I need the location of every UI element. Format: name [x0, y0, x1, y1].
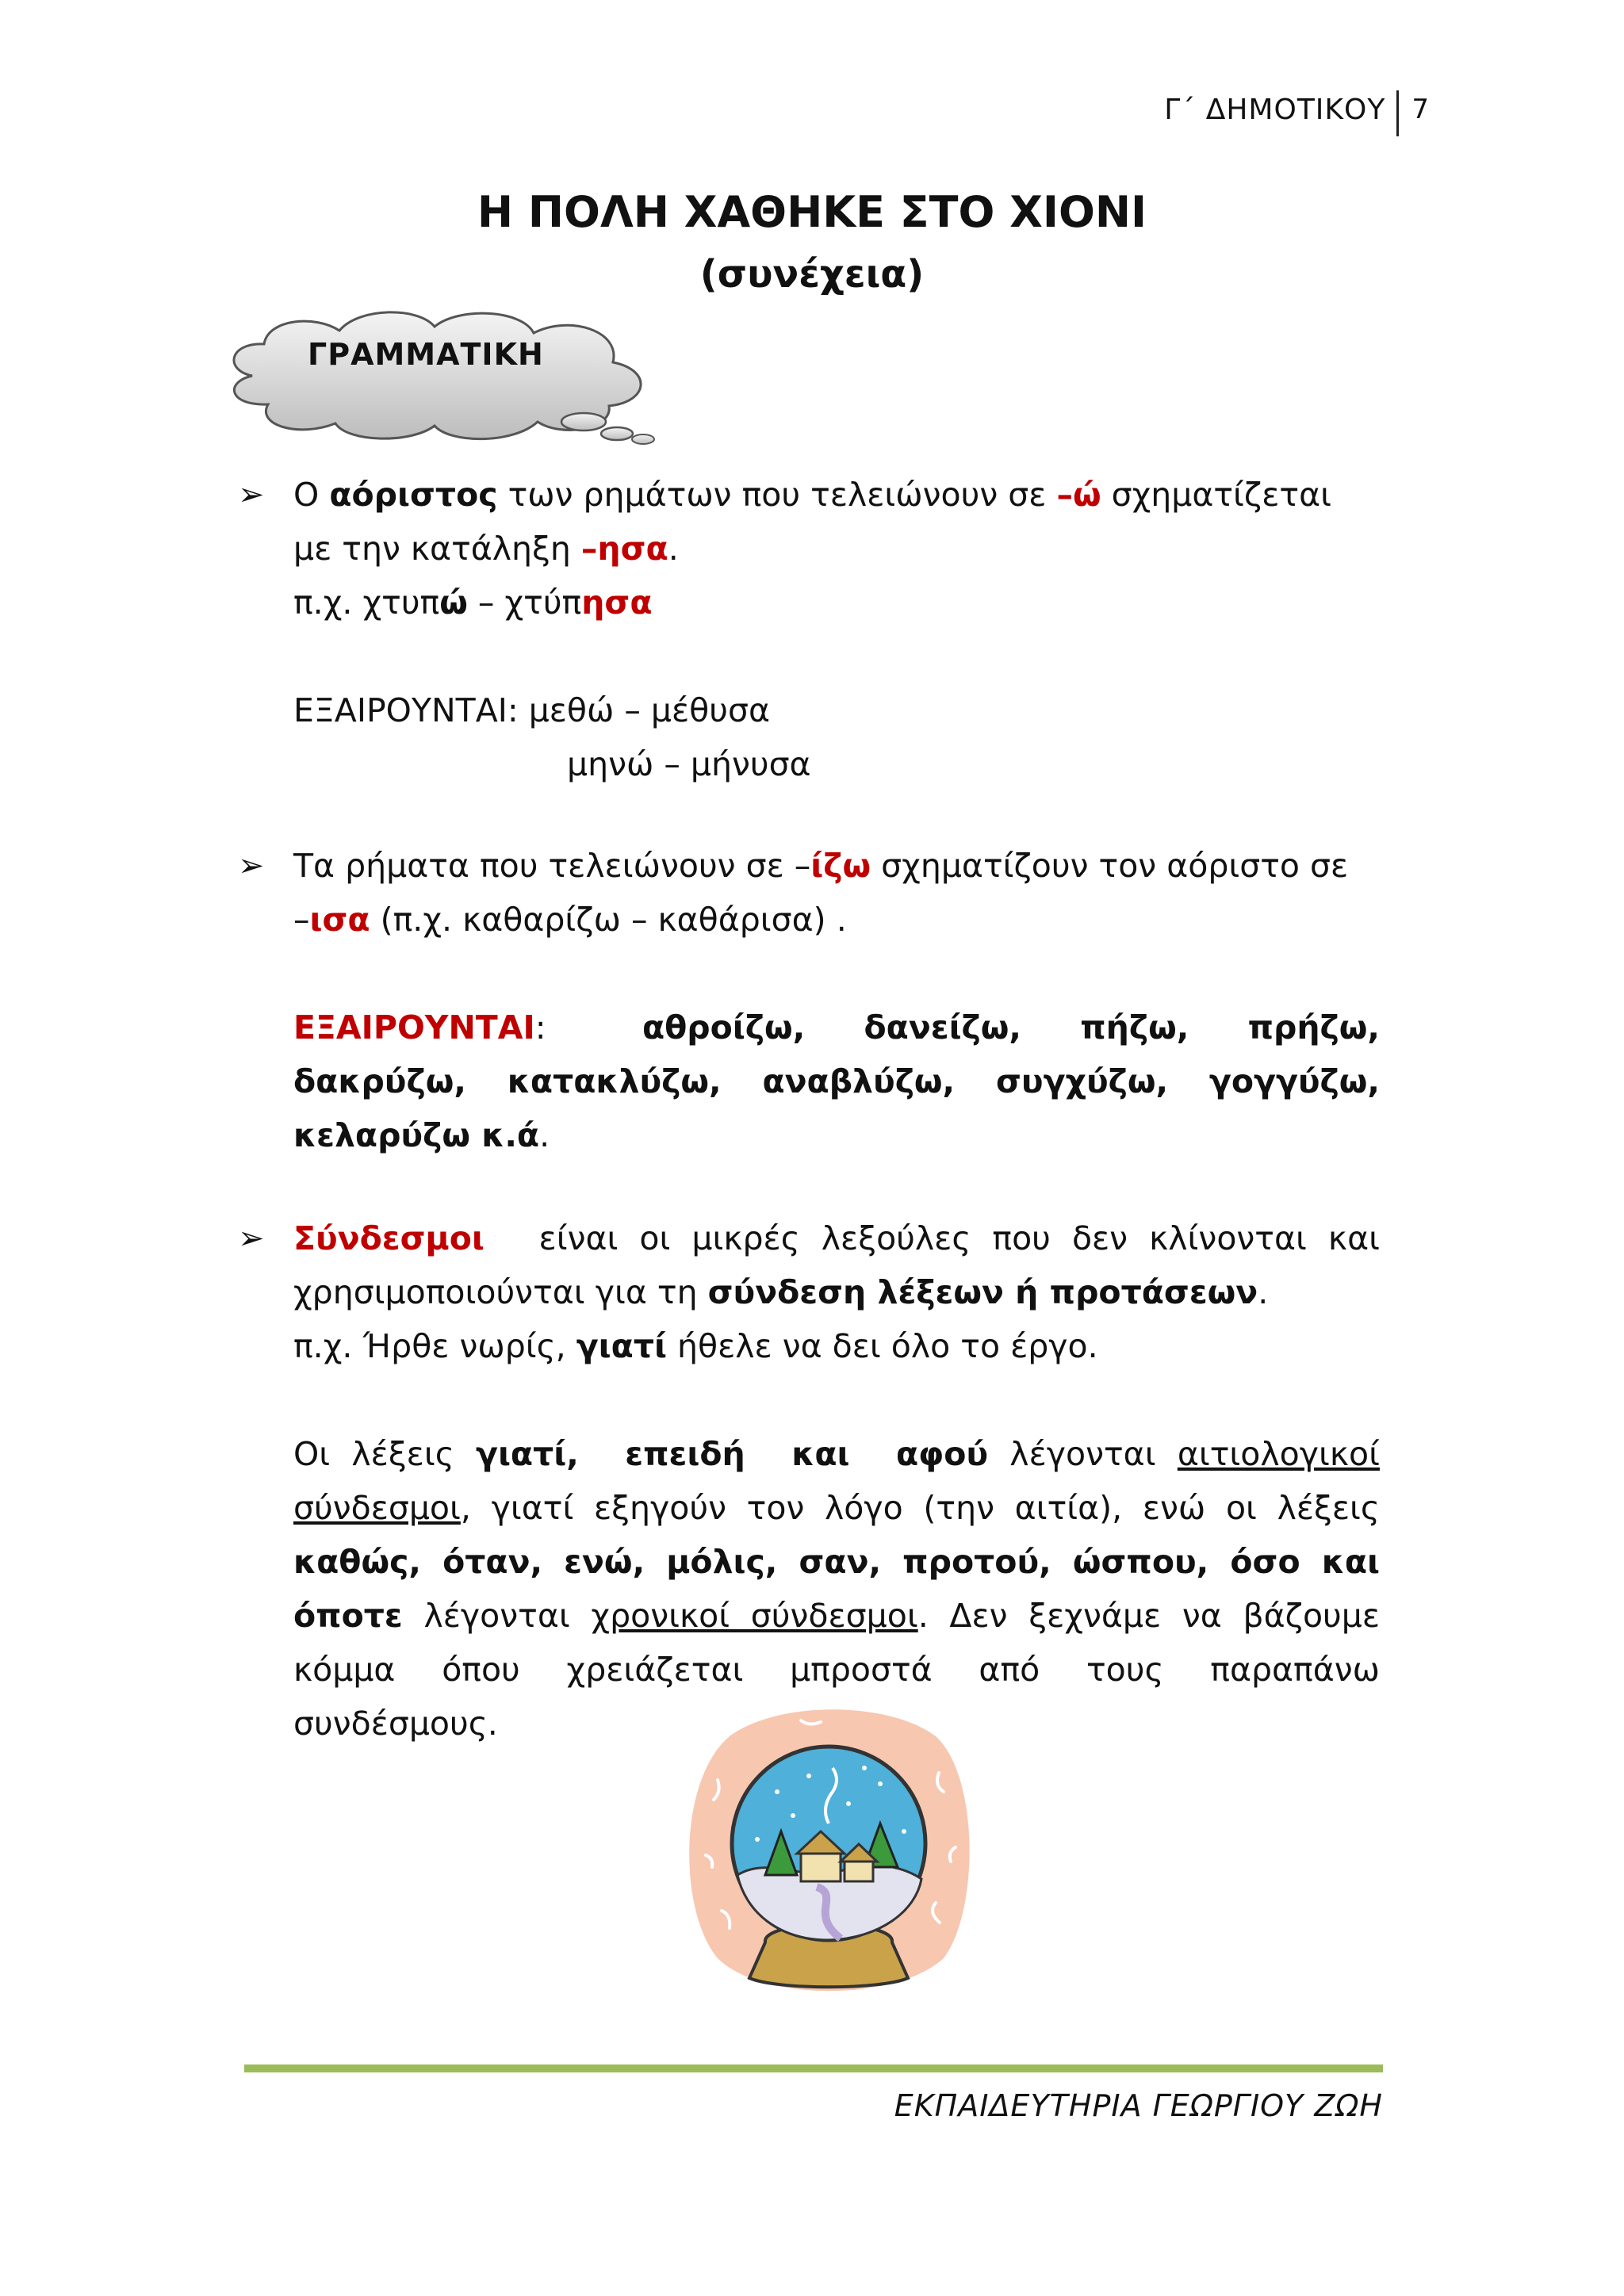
text: Ο	[293, 476, 330, 514]
text: σχηματίζεται	[1101, 476, 1331, 514]
izo-paragraph	[293, 839, 1380, 1162]
temporal-conjunctions: καθώς, όταν, ενώ, μόλις, σαν, προτού, ώσπου, όσο και	[293, 1543, 1380, 1581]
text: :	[534, 1008, 546, 1047]
text: σχηματίζουν τον αόριστο σε	[871, 847, 1349, 885]
arrow-bullet-icon: ➢	[238, 1220, 265, 1257]
ending-isa: –ησα	[580, 530, 668, 568]
causal-line	[293, 1427, 1380, 1481]
text: π.χ. χτυπ	[293, 584, 440, 622]
text: κόμμα όπου χρειάζεται μπροστά από τους παραπάνω	[293, 1651, 1380, 1689]
exceptions-verbs: κελαρύζω κ.ά	[293, 1116, 540, 1154]
arrow-bullet-icon: ➢	[238, 476, 265, 513]
causal-conjunctions: γιατί, επειδή και αφού	[476, 1435, 989, 1473]
text: – χτύπ	[467, 584, 582, 622]
ending-isa: ισα	[309, 901, 370, 939]
text: όποτε	[293, 1597, 403, 1635]
text: με την κατάληξη	[293, 530, 581, 568]
text: , γιατί εξηγούν τον λόγο (την αιτία), ενώ οι λέξεις	[460, 1489, 1380, 1527]
text: .	[1258, 1273, 1269, 1311]
text: . Δεν ξεχνάμε να βάζουμε	[917, 1597, 1380, 1635]
text: σύνδεση λέξεων ή προτάσεων	[707, 1273, 1258, 1311]
page-number: 7	[1411, 94, 1429, 125]
grade-label: Γ΄ ΔΗΜΟΤΙΚΟΥ	[1164, 94, 1386, 126]
thought-cloud-icon	[220, 303, 665, 446]
text: ησα	[581, 584, 653, 622]
footer-divider	[244, 2064, 1383, 2072]
snow-globe-icon	[682, 1705, 975, 1998]
text: των ρημάτων που τελειώνουν σε	[497, 476, 1057, 514]
exceptions-verbs: δακρύζω, κατακλύζω, αναβλύζω, συγχύζω, γογγύζω,	[293, 1062, 1380, 1100]
text: ώ	[439, 584, 468, 622]
text: (π.χ. καθαρίζω – καθάρισα) .	[370, 901, 847, 939]
page-subtitle: (συνέχεια)	[699, 252, 925, 297]
term-conjunctions: Σύνδεσμοι	[293, 1219, 485, 1257]
text: χρονικοί σύνδεσμοι	[591, 1597, 918, 1635]
text: –	[293, 901, 310, 939]
exceptions-label: ΕΞΑΙΡΟΥΝΤΑΙ	[293, 1008, 535, 1047]
exceptions-row	[293, 1001, 1380, 1054]
section-label: ΓΡΑΜΜΑΤΙΚΗ	[308, 337, 544, 372]
text: συνδέσμους.	[293, 1705, 498, 1743]
exceptions-line: μηνώ – μήνυσα	[567, 745, 811, 783]
exceptions-verbs: αθροίζω, δανείζω, πήζω, πρήζω,	[642, 1008, 1380, 1047]
text: λέγονται	[402, 1597, 592, 1635]
text: αιτιολογικοί	[1177, 1435, 1380, 1473]
page-header	[1164, 94, 1429, 136]
ending-o: –ώ	[1056, 476, 1101, 514]
text: .	[539, 1116, 550, 1154]
conjunctions-paragraph	[293, 1211, 1380, 1751]
exceptions-row	[293, 1054, 1380, 1108]
footer-school-name: ΕΚΠΑΙΔΕΥΤΗΡΙΑ ΓΕΩΡΓΙΟΥ ΖΩΗ	[894, 2088, 1383, 2123]
text: είναι οι μικρές λεξούλες που δεν κλίνονται και	[538, 1219, 1380, 1257]
term-aorist: αόριστος	[329, 476, 498, 514]
text: ήθελε να δει όλο το έργο.	[666, 1327, 1098, 1365]
text: χρησιμοποιούνται για τη	[293, 1273, 708, 1311]
aorist-paragraph	[293, 468, 1380, 791]
arrow-bullet-icon: ➢	[238, 848, 265, 884]
text: Οι λέξεις	[293, 1435, 477, 1473]
text: π.χ. Ήρθε νωρίς,	[293, 1327, 576, 1365]
text: λέγονται	[988, 1435, 1178, 1473]
text: .	[668, 530, 679, 568]
exceptions-line: ΕΞΑΙΡΟΥΝΤΑΙ: μεθώ – μέθυσα	[293, 691, 770, 729]
text: σύνδεσμοι	[293, 1489, 461, 1527]
text: γιατί	[576, 1327, 667, 1365]
text: Τα ρήματα που τελειώνουν σε –	[293, 847, 811, 885]
ending-izo: ίζω	[810, 847, 871, 885]
page-title: Η ΠΟΛΗ ΧΑΘΗΚΕ ΣΤΟ ΧΙΟΝΙ	[477, 187, 1147, 237]
